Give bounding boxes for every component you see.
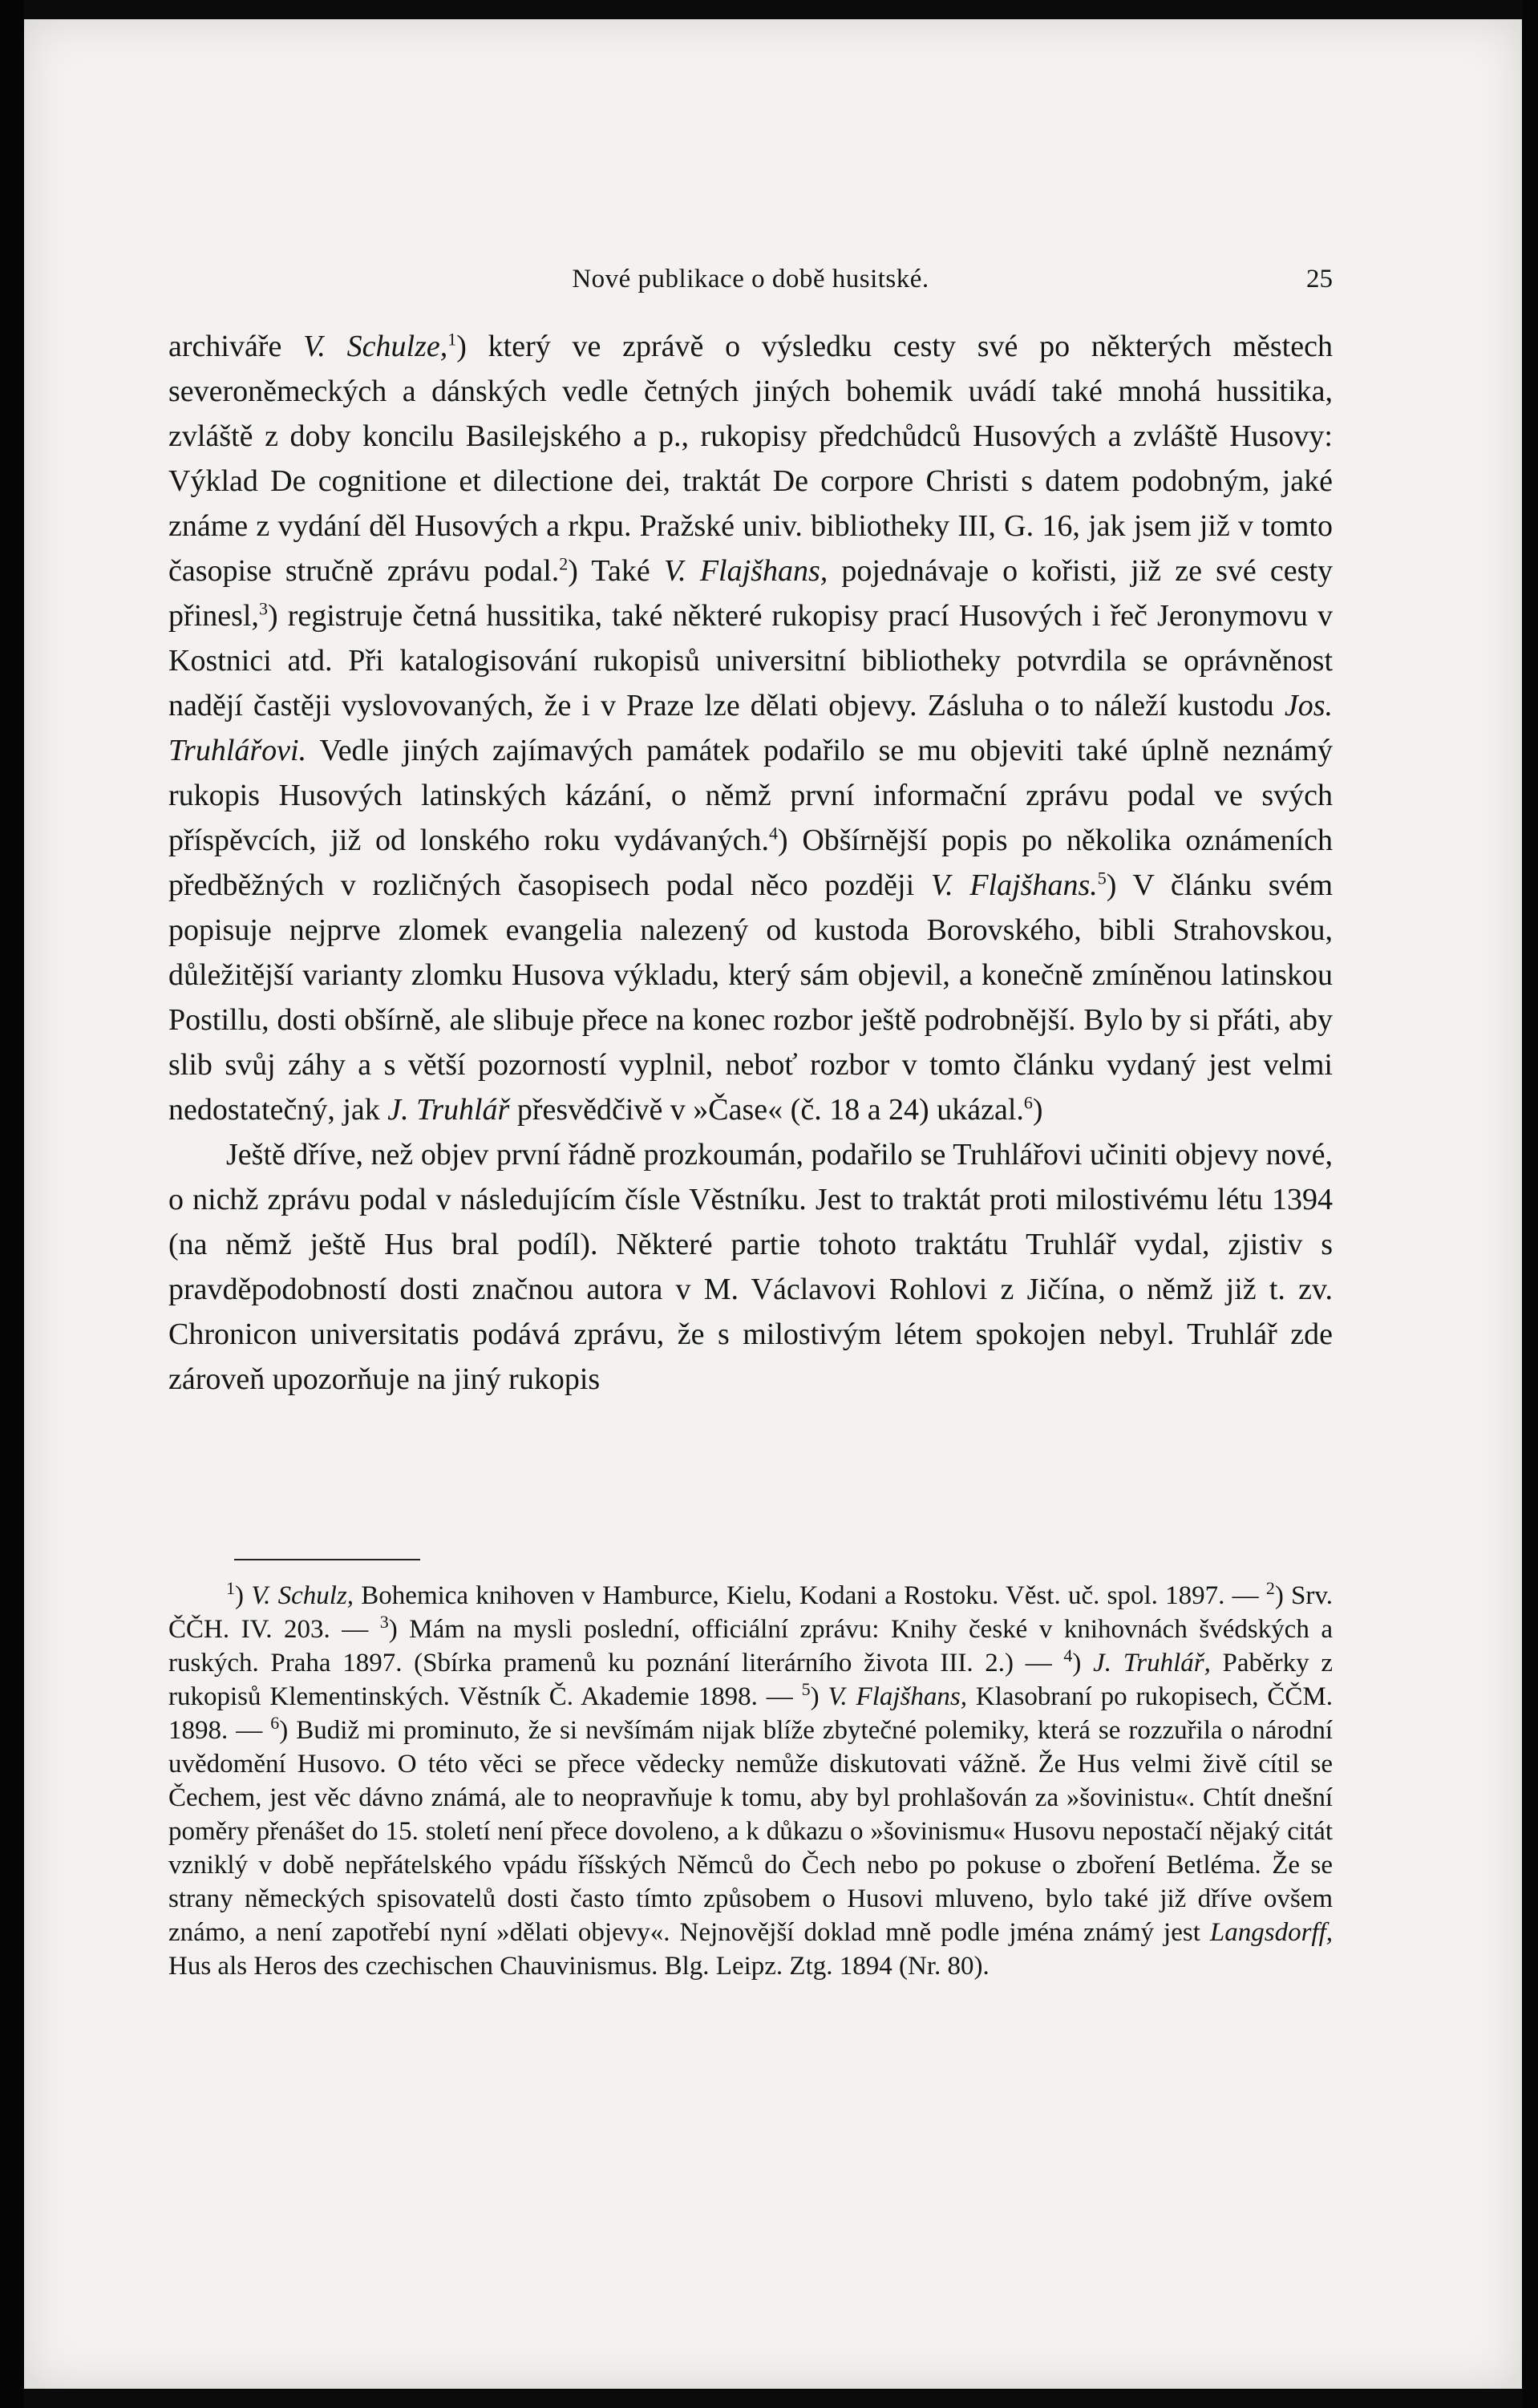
text-run: )	[810, 1682, 828, 1711]
footnote-ref: 1	[447, 329, 457, 350]
author-name: V. Schulz,	[251, 1581, 354, 1610]
text-run: ) Mám na mysli poslední, officiální zprávu: Knihy české v knihovnách švédských a ruských. Praha 1897. (Sbírka pramenů ku poznání literárního života III. 2.) —	[168, 1615, 1333, 1678]
text-run: Vedle jiných zajímavých památek podařilo se mu objeviti také úplně neznámý rukopis Husových latinských kázání, o němž první informační zprávu podal ve svých příspěvcích, již od lonského roku vydávaných.	[168, 734, 1333, 857]
text-run: ) Budiž mi prominuto, že si nevšímám nijak blíže zbytečné polemiky, která se rozzuřila o národní uvědomění Husovo. O této věci se přece vědecky nemůže diskutovati vážně. Že Hus velmi živě cítil se Čechem, jest věc dávno známá, ale to neopravňuje k tomu, aby byl prohlašován za »šovinistu«. Chtít dnešní poměry přenášet do 15. století není přece dovoleno, a k důkazu o »šovinismu« Husovu nepostačí nějaký citát vzniklý v době nepřátelského vpádu říšských Němců do Čech nebo po pokuse o zboření Betléma. Že se strany německých spisovatelů dosti často tímto způsobem o Husovi mluveno, bylo také již dříve ovšem známo, a není zapotřebí nyní »dělati objevy«. Nejnovější doklad mně podle jména známý jest	[168, 1716, 1333, 1947]
scan-border-right	[1522, 0, 1538, 2408]
footnote-marker: 2	[1265, 1578, 1275, 1598]
footnote-marker: 1	[226, 1578, 235, 1598]
text-run: ) Srv. ČČH. IV. 203. —	[168, 1581, 1334, 1644]
footnote-marker: 6	[270, 1713, 280, 1733]
body-text	[168, 324, 1333, 1402]
text-run: pojednávaje o kořisti, již ze své cesty přinesl,	[168, 554, 1334, 633]
footnote-ref: 4	[768, 823, 778, 844]
text-run: ) který ve zprávě o výsledku cesty své po některých městech severoněmeckých a dánských vedle četných jiných bohemik uvádí také mnohá hussitika, zvláště z doby koncilu Basilejského a p., rukopisy předchůdců Husových a zvláště Husovy: Výklad De cognitione et dilectione dei, traktát De corpore Christi s datem podobným, jaké známe z vydání děl Husových a rkpu. Pražské univ. bibliotheky III, G. 16, jak jsem již v tomto časopise stručně zprávu podal.	[168, 330, 1333, 588]
footnote-divider	[234, 1559, 420, 1560]
page-number: 25	[1306, 265, 1333, 293]
paragraph-1	[168, 324, 1333, 1132]
footnote-ref: 2	[559, 553, 569, 574]
page-header	[168, 252, 1333, 300]
text-run: Hus als Heros des czechischen Chauvinismus. Blg. Leipz. Ztg. 1894 (Nr. 80).	[168, 1952, 990, 1981]
footnote-block	[168, 1579, 1333, 1983]
text-run: přesvědčivě v »Čase« (č. 18 a 24) ukázal.	[509, 1093, 1024, 1127]
text-run: )	[1032, 1093, 1043, 1127]
author-name: Jos. Truhlářovi.	[168, 689, 1333, 767]
author-name: J. Truhlář,	[1093, 1649, 1211, 1678]
text-run: ) Také	[568, 554, 664, 588]
footnotes	[168, 1579, 1333, 1983]
footnote-marker: 3	[379, 1612, 389, 1632]
footnote-marker: 4	[1063, 1645, 1073, 1665]
footnote-marker: 5	[801, 1679, 811, 1699]
book-page	[24, 19, 1522, 2389]
author-name: V. Schulze,	[303, 330, 448, 363]
text-run: )	[235, 1581, 252, 1610]
footnote-ref: 6	[1023, 1092, 1033, 1113]
text-run: Paběrky z rukopisů Klementinských. Věstník Č. Akademie 1898. —	[168, 1649, 1333, 1711]
footnote-ref: 5	[1097, 868, 1107, 888]
scan-border-left	[0, 0, 24, 2408]
author-name: V. Flajšhans,	[828, 1682, 967, 1711]
footnote-ref: 3	[258, 598, 268, 619]
author-name: V. Flajšhans.	[930, 868, 1098, 902]
author-name: Langsdorff,	[1209, 1918, 1333, 1947]
author-name: V. Flajšhans,	[663, 554, 828, 588]
text-run: ) V článku svém popisuje nejprve zlomek evangelia nalezený od kustoda Borovského, bibli Strahovskou, důležitější varianty zlomku Husova výkladu, který sám objevil, a konečně zmíněnou latinskou Postillu, dosti obšírně, ale slibuje přece na konec rozbor ještě podrobnější. Bylo by si přáti, aby slib svůj záhy a s větší pozorností vyplnil, neboť rozbor v tomto článku vydaný jest velmi nedostatečný, jak	[168, 868, 1334, 1127]
text-run: ) Obšírnější popis po několika oznámeních předběžných v rozličných časopisech podal něco později	[168, 824, 1333, 902]
text-run: Klasobraní po rukopisech, ČČM. 1898. —	[168, 1682, 1334, 1745]
author-name: J. Truhlář	[387, 1093, 510, 1127]
running-head: Nové publikace o době husitské.	[572, 265, 929, 293]
text-run: archiváře	[168, 330, 304, 363]
text-run: Bohemica knihoven v Hamburce, Kielu, Kodani a Rostoku. Věst. uč. spol. 1897. —	[354, 1581, 1266, 1610]
paragraph-2: Ještě dříve, než objev první řádně prozkoumán, podařilo se Truhlářovi učiniti objevy nové, o nichž zprávu podal v následujícím čísle Věstníku. Jest to traktát proti milostivému létu 1394 (na němž ještě Hus bral podíl). Některé partie tohoto traktátu Truhlář vydal, zjistiv s pravděpodobností dosti značnou autora v M. Václavovi Rohlovi z Jičína, o němž již t. zv. Chronicon universitatis podává zprávu, že s milostivým létem spokojen nebyl. Truhlář zde zároveň upozorňuje na jiný rukopis	[168, 1138, 1333, 1396]
text-run: )	[1072, 1649, 1094, 1678]
text-run: ) registruje četná hussitika, také některé rukopisy prací Husových i řeč Jeronymovu v Kostnici atd. Při katalogisování rukopisů universitní bibliotheky potvrdila se oprávněnost nadějí častěji vyslovovaných, že i v Praze lze dělati objevy. Zásluha o to náleží kustodu	[168, 599, 1333, 722]
